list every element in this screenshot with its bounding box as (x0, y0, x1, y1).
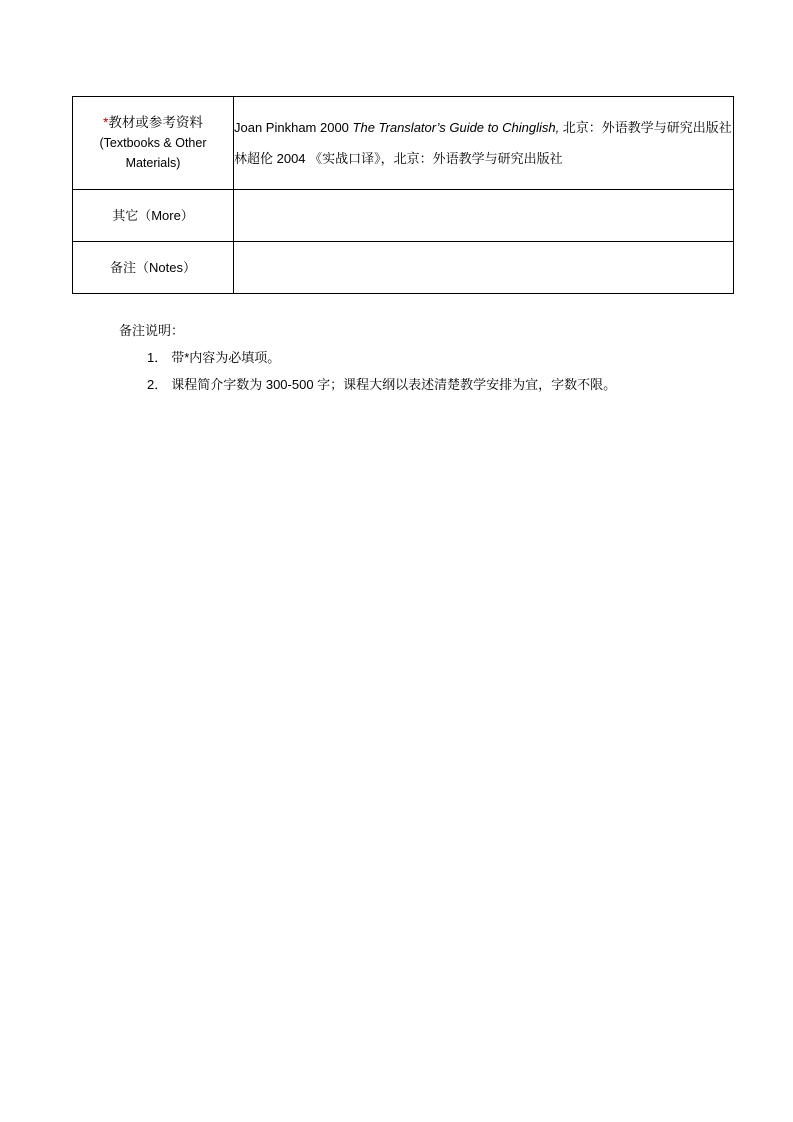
materials-label-cell (73, 97, 234, 190)
materials-label-cn-text: 教材或参考资料 (108, 115, 203, 130)
reference-title: The Translator’s Guide to Chinglish, (352, 120, 560, 135)
more-label: 其它（More） (73, 190, 234, 242)
materials-label-cn (73, 113, 233, 133)
course-info-table (72, 96, 734, 294)
table-row-notes (73, 242, 734, 294)
remarks-item (119, 371, 616, 398)
remarks-list (119, 344, 616, 398)
remarks-item-text: 课程简介字数为 300-500 字；课程大纲以表述清楚教学安排为宜，字数不限。 (171, 377, 617, 392)
remarks-section (119, 317, 616, 398)
remarks-item-number: 2． (147, 377, 168, 392)
notes-value (234, 242, 734, 294)
remarks-item-text: 带*内容为必填项。 (171, 350, 281, 365)
remarks-item-number: 1． (147, 350, 168, 365)
reference-prefix: Joan Pinkham 2000 (234, 120, 353, 135)
materials-label-en-1: (Textbooks & Other (99, 136, 207, 150)
reference-item (234, 143, 733, 174)
reference-prefix: 林超伦 2004 (234, 151, 310, 166)
materials-value-cell (234, 97, 734, 190)
notes-label: 备注（Notes） (73, 242, 234, 294)
more-value (234, 190, 734, 242)
reference-suffix: 北京：外语教学与研究出版社 (559, 120, 732, 135)
reference-item (234, 112, 733, 143)
materials-label-en-2: Materials) (125, 156, 181, 170)
required-mark: * (103, 115, 109, 130)
table-row-materials (73, 97, 734, 190)
remarks-heading: 备注说明： (119, 323, 185, 338)
remarks-item (119, 344, 616, 371)
reference-suffix: 《实战口译》，北京：外语教学与研究出版社 (309, 151, 563, 166)
table-row-more (73, 190, 734, 242)
